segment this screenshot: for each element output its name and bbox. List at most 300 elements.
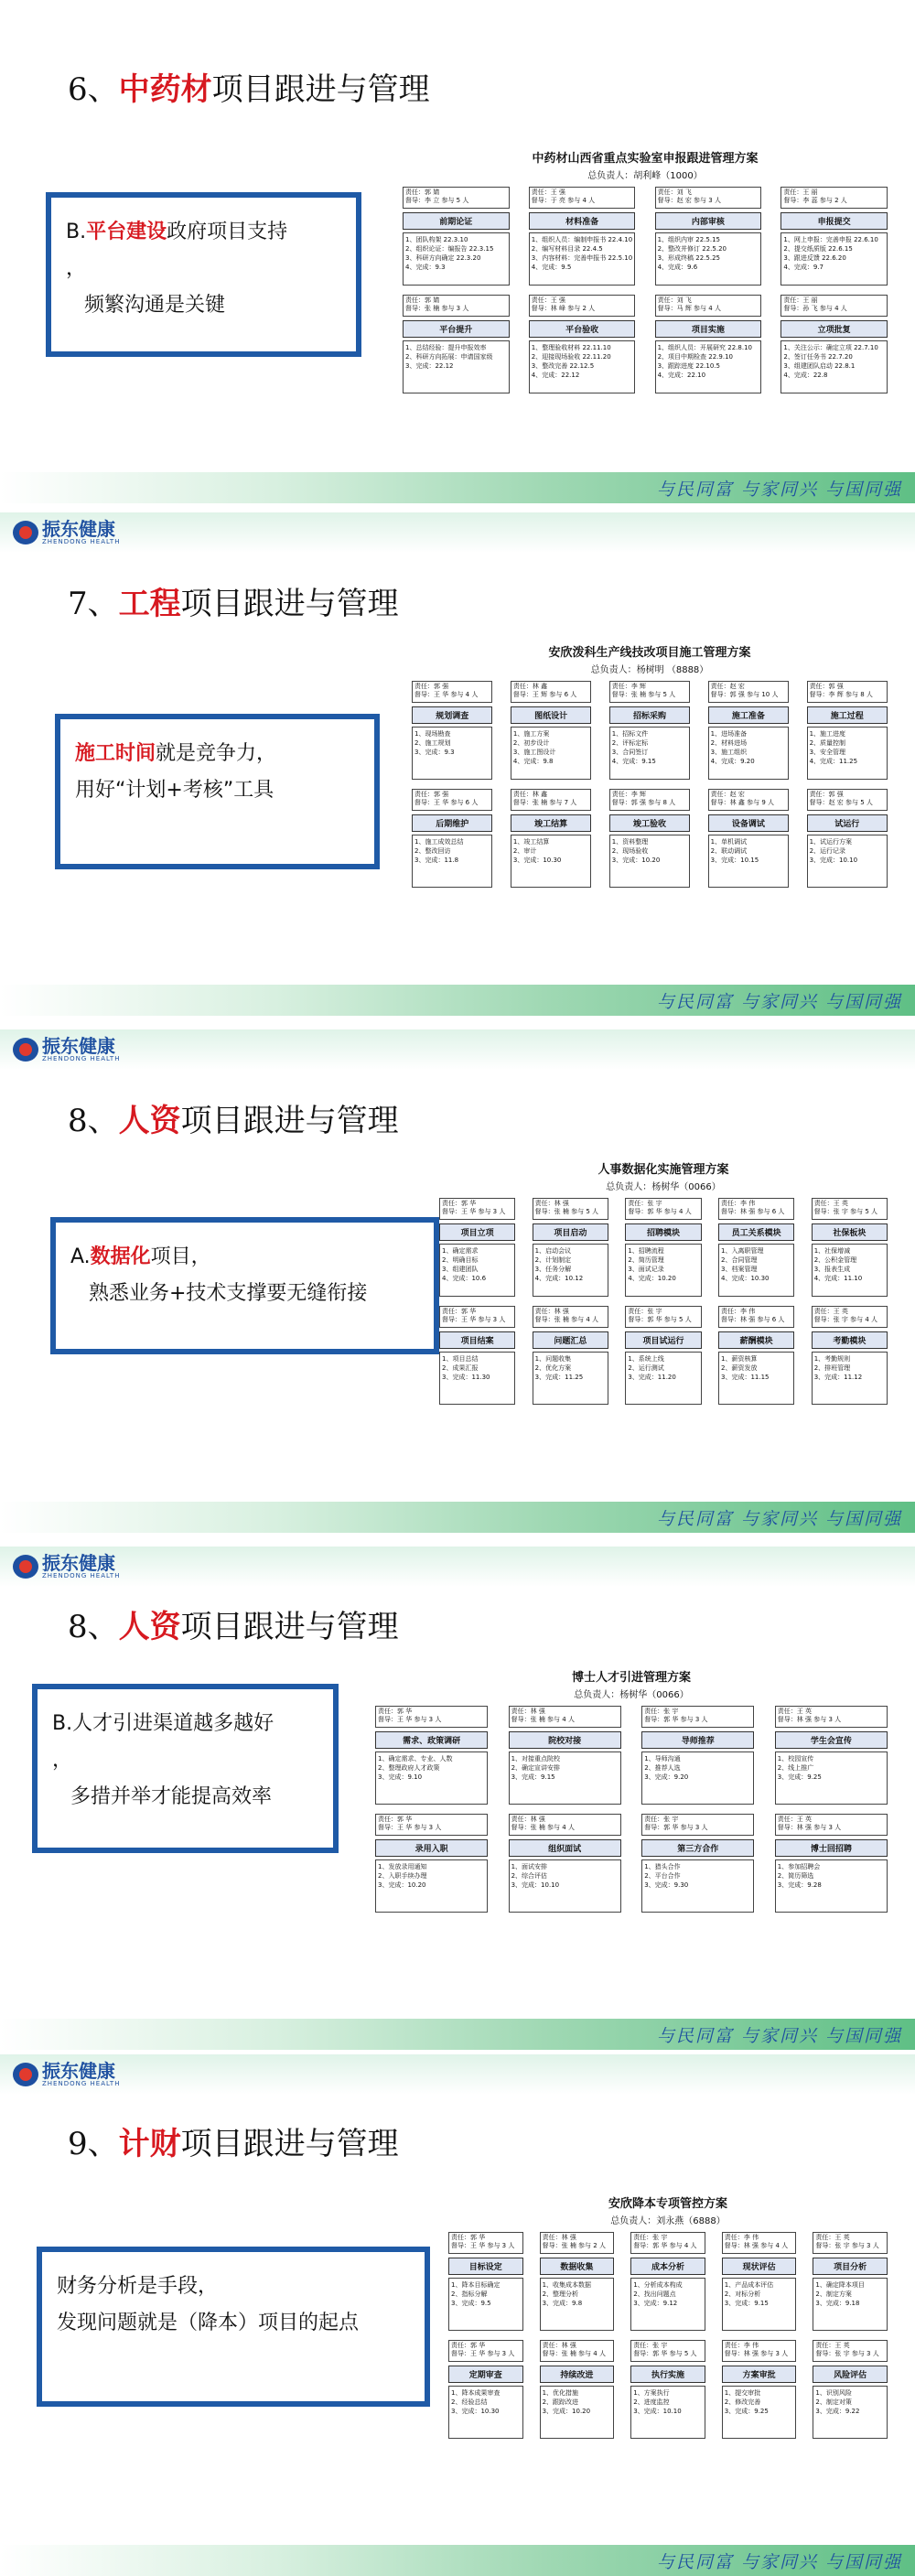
task-item: 2、明确目标 [442, 1256, 479, 1264]
task-item: 1、面试安排 [511, 1863, 548, 1870]
callout-line2: ， [52, 1749, 73, 1772]
footer-band [0, 2019, 915, 2050]
responsibility-line: 责任：林 强 [542, 2342, 576, 2349]
section-heading [68, 1095, 399, 1140]
responsibility-box [718, 1198, 794, 1220]
task-item: 2、排班管理 [813, 1364, 851, 1372]
brand-text [42, 520, 120, 545]
plan-stage-card [403, 295, 510, 393]
responsibility-line: 责任：赵 宏 [710, 683, 745, 690]
task-item: 2、制定对策 [815, 2398, 852, 2406]
task-item: 4、完成：22.12 [531, 372, 580, 379]
responsibility-line: 督导：王 华 参与 3 人 [378, 1824, 442, 1831]
plan-document [375, 1665, 888, 1967]
plan-grid [448, 2232, 888, 2439]
heading-rest: 项目跟进与管理 [180, 586, 399, 622]
stage-label: 方案审批 [722, 2366, 797, 2383]
plan-row [412, 789, 888, 888]
responsibility-line: 责任：王 强 [531, 296, 566, 304]
responsibility-line: 责任：林 强 [534, 1308, 569, 1315]
heading-highlight: 人资 [118, 1103, 181, 1139]
task-item: 3、报表生成 [813, 1266, 851, 1273]
task-item: 1、分析成本构成 [633, 2281, 683, 2289]
plan-stage-card [630, 2340, 705, 2439]
plan-stage-card [509, 1706, 621, 1805]
responsibility-box [655, 295, 762, 317]
task-item: 2、推荐人选 [644, 1764, 681, 1772]
callout-line-1 [66, 214, 341, 251]
responsibility-box [540, 2232, 615, 2254]
stage-label: 成本分析 [630, 2258, 705, 2275]
task-list [529, 232, 636, 286]
task-item: 2、整改并修订 22.5.20 [657, 245, 727, 253]
responsibility-line: 责任：刘 飞 [657, 189, 692, 196]
header-band [0, 1029, 915, 1070]
heading-number: 8、 [68, 1103, 119, 1139]
plan-stage-card [529, 295, 636, 393]
plan-stage-card [807, 681, 888, 780]
heading-highlight: 计财 [118, 2126, 181, 2162]
responsibility-line: 督导：王 华 参与 6 人 [414, 799, 479, 806]
task-item: 3、完成：9.3 [414, 749, 455, 756]
plan-stage-card [812, 1198, 888, 1297]
task-item: 3、完成：10.10 [809, 857, 858, 864]
stage-label: 问题汇总 [533, 1331, 608, 1349]
task-item: 2、评标定标 [611, 739, 649, 747]
responsibility-box [813, 2340, 888, 2362]
responsibility-box [625, 1198, 701, 1220]
plan-stage-card [807, 789, 888, 888]
brand-text [42, 1037, 120, 1062]
plan-stage-card [439, 1306, 515, 1405]
footer-slogan: 与民同富 与家同兴 与国同强 [656, 992, 902, 1012]
stage-label: 前期论证 [403, 212, 510, 230]
task-item: 2、组织论证：编报告 22.3.15 [405, 245, 494, 253]
plan-stage-card [655, 187, 762, 286]
responsibility-line: 责任：郭 华 [451, 2234, 486, 2241]
task-item: 1、降本目标确定 [451, 2281, 501, 2289]
task-item: 2、科研方向拓展：申请国家级 [405, 353, 493, 361]
stage-label: 现状评估 [722, 2258, 797, 2275]
brand-name-cn: 振东健康 [42, 2060, 115, 2082]
task-item: 2、合同管理 [721, 1256, 758, 1264]
task-item: 3、完成：11.20 [628, 1374, 676, 1381]
callout-post: 政府项目支持 [167, 221, 288, 243]
responsibility-line: 责任：林 强 [534, 1200, 569, 1207]
section-heading [68, 578, 399, 623]
brand-mark-icon [13, 1038, 38, 1062]
brand-logo [13, 520, 120, 545]
task-item: 2、初步设计 [512, 739, 550, 747]
task-list [439, 1244, 515, 1297]
task-item: 3、完成：10.20 [378, 1881, 426, 1889]
task-item: 3、完成：9.10 [378, 1773, 423, 1781]
task-item: 1、优化措施 [542, 2389, 579, 2397]
callout-line3: 多措并举才能提高效率 [70, 1785, 273, 1808]
plan-row [375, 1814, 888, 1913]
responsibility-line: 责任：郭 强 [809, 683, 844, 690]
responsibility-box [403, 187, 510, 209]
stage-label: 材料准备 [529, 212, 636, 230]
plan-grid [439, 1198, 888, 1405]
responsibility-line: 督导：马 辉 参与 4 人 [657, 305, 721, 312]
responsibility-line: 督导：郭 强 参与 8 人 [611, 799, 676, 806]
callout-box [55, 714, 380, 869]
responsibility-box [807, 789, 888, 811]
plan-stage-card [813, 2340, 888, 2439]
task-item: 1、方案执行 [633, 2389, 670, 2397]
callout-line-1 [57, 2269, 410, 2305]
plan-stage-card [375, 1814, 488, 1913]
responsibility-box [533, 1198, 608, 1220]
responsibility-line: 责任：赵 宏 [710, 791, 745, 798]
task-list [375, 1859, 488, 1913]
responsibility-line: 督导：郭 华 参与 4 人 [628, 1208, 692, 1215]
task-item: 1、降本成果审查 [451, 2389, 501, 2397]
responsibility-box [609, 681, 690, 703]
task-list [780, 340, 888, 393]
heading-number: 9、 [68, 2126, 119, 2162]
responsibility-box [641, 1706, 754, 1728]
responsibility-box [718, 1306, 794, 1328]
responsibility-line: 责任：郭 强 [809, 791, 844, 798]
task-item: 1、网上申报：完善申报 22.6.10 [783, 236, 878, 243]
responsibility-line: 责任：李 辉 [611, 791, 647, 798]
responsibility-line: 督导：林 强 参与 6 人 [721, 1208, 785, 1215]
task-item: 2、项目中期检查 22.9.10 [657, 353, 733, 361]
plan-row [448, 2232, 888, 2331]
task-item: 1、施工成效总结 [414, 838, 464, 846]
responsibility-line: 责任：林 鑫 [512, 791, 548, 798]
task-item: 3、跟踪进度 22.10.5 [657, 362, 720, 370]
task-item: 2、提交纸质版 22.6.15 [783, 245, 853, 253]
plan-owner: 总负责人：杨树华（0066） [574, 1690, 689, 1700]
responsibility-line: 督导：张 楠 参与 4 人 [511, 1824, 575, 1831]
task-list [509, 1859, 621, 1913]
plan-stage-card [641, 1706, 754, 1805]
task-item: 2、综合评估 [511, 1872, 548, 1880]
brand-text [42, 1554, 120, 1579]
task-item: 1、考勤规则 [813, 1355, 851, 1363]
footer-slogan: 与民同富 与家同兴 与国同强 [656, 1509, 902, 1529]
plan-row [403, 295, 888, 393]
callout-pre: A. [70, 1245, 91, 1268]
stage-label: 需求、政策调研 [375, 1731, 488, 1749]
responsibility-box [375, 1814, 488, 1836]
stage-label: 薪酬模块 [718, 1331, 794, 1349]
plan-stage-card [412, 681, 492, 780]
stage-label: 项目试运行 [625, 1331, 701, 1349]
task-item: 2、入职手续办理 [378, 1872, 427, 1880]
task-item: 1、参加招聘会 [777, 1863, 821, 1870]
task-item: 4、完成：10.20 [628, 1275, 676, 1282]
plan-row [439, 1198, 888, 1297]
stage-label: 内部审核 [655, 212, 762, 230]
plan-stage-card [718, 1198, 794, 1297]
task-item: 3、档案管理 [721, 1266, 758, 1273]
responsibility-box [625, 1306, 701, 1328]
responsibility-box [509, 1706, 621, 1728]
responsibility-box [412, 681, 492, 703]
responsibility-line: 督导：张 楠 参与 5 人 [611, 691, 676, 698]
task-item: 2、材料进场 [710, 739, 748, 747]
task-item: 1、校园宣传 [777, 1755, 814, 1762]
footer-band [0, 1502, 915, 1533]
task-item: 1、总结经验：提升申报效率 [405, 344, 487, 351]
plan-stage-card [412, 789, 492, 888]
task-list [412, 727, 492, 780]
stage-label: 项目启动 [533, 1223, 608, 1241]
stage-label: 项目结案 [439, 1331, 515, 1349]
stage-label: 设备调试 [708, 814, 789, 832]
responsibility-line: 督导：林 鑫 参与 9 人 [710, 799, 775, 806]
task-item: 3、完成：10.30 [451, 2408, 500, 2415]
task-item: 1、社保增减 [813, 1247, 851, 1255]
stage-label: 图纸设计 [511, 706, 591, 724]
responsibility-line: 责任：王 英 [813, 1308, 848, 1315]
task-item: 4、完成：9.15 [611, 758, 656, 765]
task-item: 2、简历筛选 [777, 1872, 814, 1880]
stage-label: 平台提升 [403, 320, 510, 338]
footer-slogan: 与民同富 与家同兴 与国同强 [656, 480, 902, 500]
responsibility-line: 督导：王 华 参与 3 人 [378, 1716, 442, 1723]
task-item: 2、施工规划 [414, 739, 451, 747]
task-item: 2、确定宣讲安排 [511, 1764, 561, 1772]
plan-stage-card [775, 1706, 888, 1805]
callout-box [46, 192, 361, 357]
responsibility-box [439, 1198, 515, 1220]
task-item: 2、进度监控 [633, 2398, 670, 2406]
responsibility-line: 督导：张 楠 参与 4 人 [534, 1316, 599, 1323]
plan-owner: 总负责人：刘永燕（6888） [610, 2216, 726, 2226]
task-list [533, 1244, 608, 1297]
callout-hl: 平台建设 [86, 221, 167, 243]
task-item: 1、组织内审 22.5.15 [657, 236, 720, 243]
stage-label: 竣工验收 [609, 814, 690, 832]
task-item: 3、组建团队 [442, 1266, 479, 1273]
responsibility-line: 督导：王 华 参与 3 人 [451, 2242, 515, 2249]
task-item: 1、启动会议 [534, 1247, 572, 1255]
responsibility-line: 责任：李 伟 [721, 1200, 756, 1207]
task-item: 4、完成：22.8 [783, 372, 828, 379]
task-item: 1、系统上线 [628, 1355, 664, 1363]
task-item: 1、收集成本数据 [542, 2281, 592, 2289]
task-item: 1、关注公示：确定立项 22.7.10 [783, 344, 878, 351]
brand-name-en: ZHENDONG HEALTH [42, 1055, 121, 1062]
stage-label: 平台验收 [529, 320, 636, 338]
responsibility-line: 督导：林 强 参与 3 人 [777, 1716, 842, 1723]
responsibility-box [529, 187, 636, 209]
task-item: 1、问题收集 [534, 1355, 572, 1363]
plan-stage-card [812, 1306, 888, 1405]
task-item: 1、发放录用通知 [378, 1863, 427, 1870]
responsibility-line: 责任：李 伟 [721, 1308, 756, 1315]
responsibility-box [641, 1814, 754, 1836]
heading-highlight: 工程 [118, 586, 181, 622]
stage-label: 施工准备 [708, 706, 789, 724]
task-list [529, 340, 636, 393]
plan-owner: 总负责人：杨树华（0066） [606, 1182, 721, 1192]
task-item: 3、整改完善 22.12.5 [531, 362, 595, 370]
responsibility-line: 督导：郭 华 参与 4 人 [633, 2242, 697, 2249]
responsibility-line: 督导：张 楠 参与 7 人 [512, 799, 577, 806]
responsibility-line: 督导：张 宇 参与 5 人 [813, 1208, 878, 1215]
callout-box [37, 2247, 430, 2407]
task-list [448, 2386, 523, 2439]
plan-stage-card [448, 2232, 523, 2331]
task-item: 1、对接重点院校 [511, 1755, 561, 1762]
plan-title: 安欣降本专项管控方案 [608, 2197, 727, 2211]
task-item: 2、签订任务书 22.7.20 [783, 353, 853, 361]
task-item: 3、完成：9.8 [542, 2300, 583, 2307]
plan-stage-card [625, 1306, 701, 1405]
task-list [775, 1859, 888, 1913]
footer-band [0, 985, 915, 1016]
task-item: 3、跟进反馈 22.6.20 [783, 254, 846, 262]
task-item: 3、完成：11.12 [813, 1374, 863, 1381]
task-list [780, 232, 888, 286]
responsibility-box [775, 1706, 888, 1728]
heading-rest: 项目跟进与管理 [180, 1103, 399, 1139]
task-item: 1、招聘流程 [628, 1247, 664, 1255]
task-list [403, 340, 510, 393]
responsibility-line: 督导：张 宇 参与 3 人 [815, 2242, 879, 2249]
task-item: 2、质量控制 [809, 739, 846, 747]
plan-stage-card [511, 681, 591, 780]
task-item: 3、完成：10.15 [710, 857, 759, 864]
task-item: 1、入离职管理 [721, 1247, 764, 1255]
header-band [0, 1547, 915, 1587]
stage-label: 招聘模块 [625, 1223, 701, 1241]
task-item: 3、完成：9.20 [644, 1773, 689, 1781]
responsibility-line: 责任：张 宇 [633, 2342, 668, 2349]
responsibility-box [708, 789, 789, 811]
task-item: 1、确定需求、专业、人数 [378, 1755, 453, 1762]
task-item: 2、指标分解 [451, 2290, 488, 2298]
heading-rest: 项目跟进与管理 [180, 2126, 399, 2162]
stage-label: 规划调查 [412, 706, 492, 724]
responsibility-line: 责任：王 丽 [783, 189, 818, 196]
stage-label: 第三方合作 [641, 1839, 754, 1857]
responsibility-box [655, 187, 762, 209]
brand-name-cn: 振东健康 [42, 518, 115, 540]
responsibility-line: 督导：王 华 参与 4 人 [414, 691, 479, 698]
plan-stage-card [722, 2232, 797, 2331]
brand-name-en: ZHENDONG HEALTH [42, 538, 121, 545]
task-item: 4、完成：9.3 [405, 264, 446, 271]
task-list [722, 2278, 797, 2331]
task-item: 1、薪资核算 [721, 1355, 758, 1363]
responsibility-line: 责任：王 丽 [783, 296, 818, 304]
responsibility-line: 责任：王 英 [815, 2342, 850, 2349]
stage-label: 后期维护 [412, 814, 492, 832]
responsibility-line: 责任：郭 婧 [405, 296, 440, 304]
responsibility-box [375, 1706, 488, 1728]
heading-rest: 项目跟进与管理 [211, 71, 430, 108]
responsibility-box [813, 2232, 888, 2254]
plan-row [403, 187, 888, 286]
task-item: 4、完成：10.30 [721, 1275, 770, 1282]
responsibility-box [780, 295, 888, 317]
task-list [511, 727, 591, 780]
callout-line2: ， [66, 257, 87, 280]
plan-title: 博士人才引进管理方案 [571, 1671, 691, 1685]
task-item: 2、整理政府人才政策 [378, 1764, 440, 1772]
responsibility-line: 督导：孙 飞 参与 4 人 [783, 305, 847, 312]
task-item: 4、完成：11.10 [813, 1275, 863, 1282]
task-list [722, 2386, 797, 2439]
task-item: 3、完成：10.20 [542, 2408, 591, 2415]
responsibility-box [609, 789, 690, 811]
section-heading [68, 64, 430, 109]
callout-line-1 [75, 736, 360, 772]
plan-stage-card [403, 187, 510, 286]
stage-label: 考勤模块 [812, 1331, 888, 1349]
responsibility-line: 责任：张 宇 [644, 1816, 679, 1823]
plan-stage-card [529, 187, 636, 286]
responsibility-line: 责任：郭 华 [378, 1816, 413, 1823]
stage-label: 社保板块 [812, 1223, 888, 1241]
responsibility-line: 督导：张 楠 参与 5 人 [534, 1208, 599, 1215]
responsibility-line: 责任：林 强 [511, 1816, 545, 1823]
plan-grid [412, 681, 888, 888]
task-list [641, 1751, 754, 1805]
header-band [0, 2054, 915, 2095]
task-item: 2、跟踪改进 [542, 2398, 579, 2406]
plan-stage-card [511, 789, 591, 888]
plan-title: 人事数据化实施管理方案 [597, 1163, 729, 1177]
task-item: 2、计划制定 [534, 1256, 572, 1264]
task-item: 3、完成：9.15 [724, 2300, 769, 2307]
responsibility-line: 督导：林 强 参与 6 人 [721, 1316, 785, 1323]
task-item: 3、完成：11.8 [414, 857, 459, 864]
plan-stage-card [780, 295, 888, 393]
task-item: 4、完成：9.6 [657, 264, 698, 271]
responsibility-line: 督导：于 亮 参与 4 人 [531, 197, 596, 204]
task-list [509, 1751, 621, 1805]
plan-row [448, 2340, 888, 2439]
brand-logo [13, 2062, 120, 2087]
section-heading [68, 2118, 399, 2163]
task-item: 2、审计 [512, 847, 537, 855]
task-item: 1、猎头合作 [644, 1863, 681, 1870]
task-list [718, 1352, 794, 1405]
stage-label: 组织面试 [509, 1839, 621, 1857]
responsibility-line: 督导：张 楠 参与 2 人 [542, 2242, 606, 2249]
plan-stage-card [630, 2232, 705, 2331]
task-list [807, 727, 888, 780]
task-item: 3、完成：22.12 [405, 362, 454, 370]
task-item: 2、整改回访 [414, 847, 451, 855]
stage-label: 博士回招聘 [775, 1839, 888, 1857]
section-heading [68, 1601, 399, 1646]
task-item: 2、运行测试 [628, 1364, 664, 1372]
task-list [625, 1352, 701, 1405]
plan-stage-card [708, 681, 789, 780]
task-item: 2、简历管理 [628, 1256, 664, 1264]
responsibility-box [540, 2340, 615, 2362]
stage-label: 目标设定 [448, 2258, 523, 2275]
task-item: 4、完成：11.25 [809, 758, 858, 765]
task-list [708, 835, 789, 888]
plan-stage-card [448, 2340, 523, 2439]
task-item: 3、面试记录 [628, 1266, 664, 1273]
responsibility-line: 督导：林 强 参与 3 人 [777, 1824, 842, 1831]
plan-stage-card [533, 1198, 608, 1297]
brand-mark-icon [13, 521, 38, 544]
task-list [448, 2278, 523, 2331]
responsibility-line: 责任：郭 华 [451, 2342, 486, 2349]
